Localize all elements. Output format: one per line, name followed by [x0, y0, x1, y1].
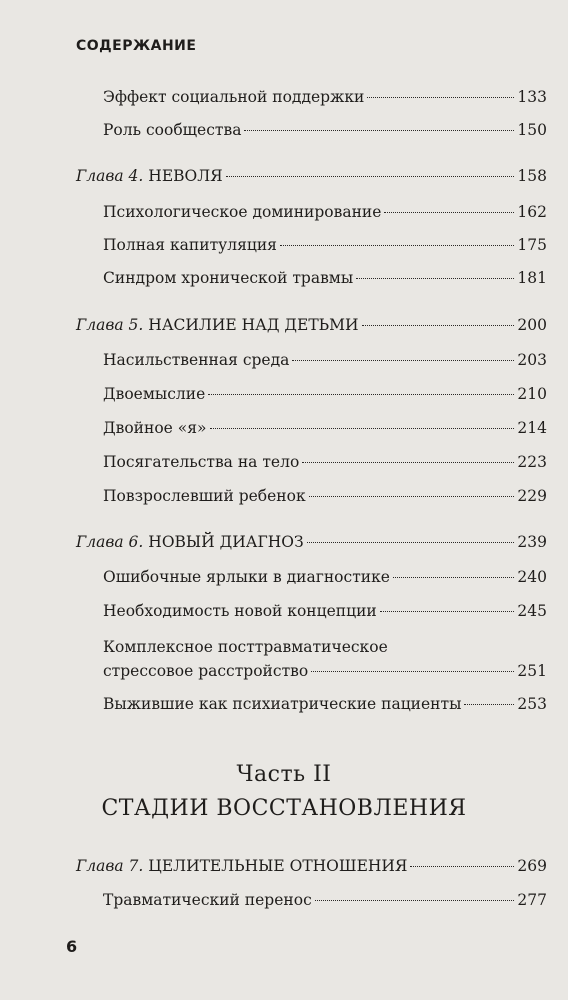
- leader-dots: [464, 704, 514, 705]
- toc-entry-label: Двоемыслие: [103, 385, 206, 403]
- toc-entry: [103, 486, 547, 506]
- toc-page-number: 214: [517, 419, 547, 437]
- toc-page-number: 245: [517, 602, 547, 620]
- toc-chapter: [76, 856, 547, 876]
- toc-page-number: 133: [517, 88, 547, 106]
- toc-entry-label-line2: стрессовое расстройство: [103, 662, 309, 680]
- leader-dots: [380, 611, 515, 612]
- toc-page-number: 240: [517, 568, 547, 586]
- leader-dots: [226, 176, 515, 177]
- toc-entry: [103, 268, 547, 288]
- toc-page-number: 181: [517, 269, 547, 287]
- chapter-heading: [76, 532, 304, 552]
- leader-dots: [208, 394, 514, 395]
- toc-entry-label: Двойное «я»: [103, 419, 207, 437]
- toc-entry-label: Роль сообщества: [103, 121, 242, 139]
- toc-entry-label: Полная капитуляция: [103, 236, 277, 254]
- leader-dots: [362, 325, 515, 326]
- chapter-title: НАСИЛИЕ НАД ДЕТЬМИ: [148, 316, 359, 334]
- leader-dots: [302, 462, 514, 463]
- chapter-heading: [76, 315, 359, 335]
- leader-dots: [315, 900, 515, 901]
- toc-chapter: [76, 166, 547, 186]
- part-number: Часть II: [236, 762, 332, 787]
- leader-dots: [367, 97, 514, 98]
- toc-page-number: 203: [517, 351, 547, 369]
- toc-page-number: 200: [517, 316, 547, 334]
- chapter-prefix: Глава 5.: [76, 316, 144, 334]
- leader-dots: [393, 577, 514, 578]
- leader-dots: [311, 671, 514, 672]
- toc-chapter: [76, 315, 547, 335]
- toc-entry: [103, 87, 547, 107]
- toc-entry: [103, 235, 547, 255]
- running-head: СОДЕРЖАНИЕ: [76, 38, 197, 54]
- toc-entry-label: Посягательства на тело: [103, 453, 300, 471]
- toc-entry: [103, 694, 547, 714]
- toc-page-number: 239: [517, 533, 547, 551]
- toc-entry-label: Необходимость новой концепции: [103, 602, 377, 620]
- chapter-title: НОВЫЙ ДИАГНОЗ: [148, 533, 304, 551]
- toc-page-number: 150: [517, 121, 547, 139]
- leader-dots: [244, 130, 514, 131]
- toc-entry-label: Выжившие как психиатрические пациенты: [103, 695, 462, 713]
- chapter-prefix: Глава 4.: [76, 167, 144, 185]
- toc-entry-label-line1: Комплексное посттравматическое: [103, 638, 388, 656]
- toc-page-number: 162: [517, 203, 547, 221]
- chapter-prefix: Глава 6.: [76, 533, 144, 551]
- toc-page-number: 229: [517, 487, 547, 505]
- toc-entry-label: Эффект социальной поддержки: [103, 88, 365, 106]
- toc-entry-label: Повзрослевший ребенок: [103, 487, 306, 505]
- toc-page-number: 277: [517, 891, 547, 909]
- toc-page-number: 251: [517, 662, 547, 680]
- toc-entry-label: Травматический перенос: [103, 891, 312, 909]
- toc-entry: [103, 350, 547, 370]
- toc-entry: [103, 202, 547, 222]
- leader-dots: [280, 245, 514, 246]
- toc-page-number: 223: [517, 453, 547, 471]
- chapter-title: ЦЕЛИТЕЛЬНЫЕ ОТНОШЕНИЯ: [148, 857, 408, 875]
- leader-dots: [384, 212, 514, 213]
- toc-entry: [103, 890, 547, 910]
- toc-entry: [103, 120, 547, 140]
- toc-entry: [103, 601, 547, 621]
- leader-dots: [410, 866, 514, 867]
- leader-dots: [210, 428, 515, 429]
- toc-entry: [103, 452, 547, 472]
- toc-page-number: 253: [517, 695, 547, 713]
- chapter-title: НЕВОЛЯ: [148, 167, 223, 185]
- toc-page-number: 158: [517, 167, 547, 185]
- toc-entry-label: Насильственная среда: [103, 351, 290, 369]
- toc-chapter: [76, 532, 547, 552]
- leader-dots: [307, 542, 515, 543]
- page-number: 6: [66, 937, 78, 956]
- toc-entry: [103, 384, 547, 404]
- part-title: СТАДИИ ВОССТАНОВЛЕНИЯ: [101, 796, 467, 821]
- toc-page-number: 175: [517, 236, 547, 254]
- leader-dots: [292, 360, 514, 361]
- leader-dots: [356, 278, 514, 279]
- leader-dots: [309, 496, 515, 497]
- toc-entry-label: Синдром хронической травмы: [103, 269, 354, 287]
- chapter-heading: [76, 166, 223, 186]
- toc-page-number: 269: [517, 857, 547, 875]
- toc-entry: [103, 418, 547, 438]
- toc-entry-label: Психологическое доминирование: [103, 203, 382, 221]
- toc-entry: [103, 567, 547, 587]
- chapter-prefix: Глава 7.: [76, 857, 144, 875]
- toc-page-number: 210: [517, 385, 547, 403]
- toc-entry: [103, 661, 547, 681]
- toc-entry-label: Ошибочные ярлыки в диагностике: [103, 568, 390, 586]
- chapter-heading: [76, 856, 407, 876]
